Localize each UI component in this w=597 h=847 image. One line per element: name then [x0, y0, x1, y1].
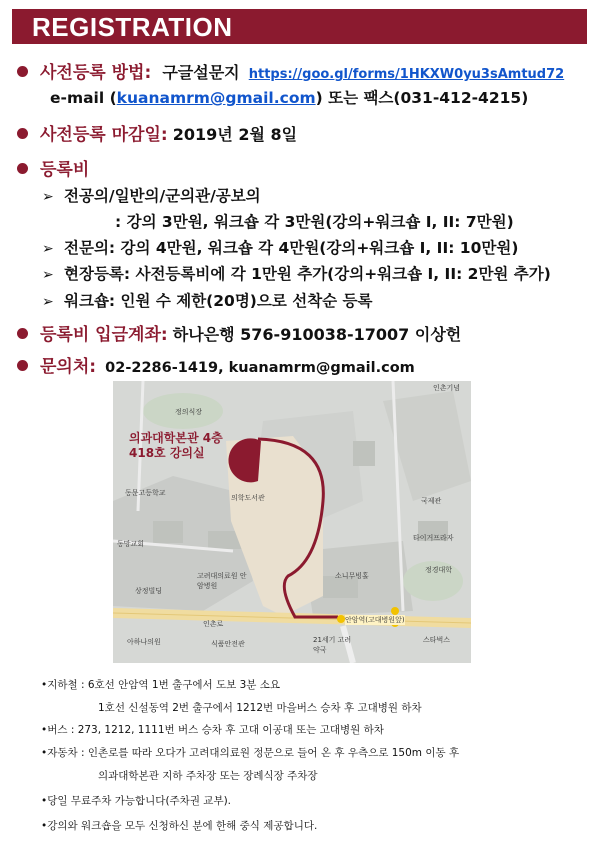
- subway-note: •지하철 : 6호선 안암역 1번 출구에서 도보 3분 소요: [41, 679, 281, 691]
- campus-map: [113, 381, 471, 663]
- map-label: 21세기 고려약국: [313, 636, 352, 654]
- bullet-icon: [17, 328, 28, 339]
- fee-item-text: 전문의: 강의 4만원, 워크숍 각 4만원(강의+워크숍 I, II: 10만원): [64, 239, 519, 257]
- lunch-note: •강의와 워크숍을 모두 신청하신 분에 한해 중식 제공합니다.: [41, 820, 318, 832]
- fee-item-text: 현장등록: 사전등록비에 각 1만원 추가(강의+워크숍 I, II: 2만원 추가): [64, 265, 551, 283]
- account-row: [17, 320, 461, 345]
- map-label: 아하나의원: [127, 638, 161, 646]
- bus-note: •버스 : 273, 1212, 1111번 버스 승차 후 고대 이공대 또는 고대병원 하차: [41, 724, 384, 736]
- map-label: 정의식장: [175, 408, 203, 416]
- fee-item: [42, 262, 551, 284]
- map-label: 타이거프라자: [413, 534, 454, 542]
- map-label: 소니무빙홀: [335, 572, 369, 580]
- bullet-icon: [17, 128, 28, 139]
- arrow-bullet-icon: ➢: [42, 241, 54, 257]
- fee-item-detail: [115, 210, 514, 232]
- google-form-link[interactable]: https://goo.gl/forms/1HKXW0yu3sAmtud72: [248, 67, 565, 82]
- email-fax-row: [50, 86, 528, 108]
- fee-item-text: : 강의 3만원, 워크숍 각 3만원(강의+워크숍 I, II: 7만원): [115, 213, 514, 231]
- contact-label: 문의처:: [40, 357, 97, 377]
- email-link[interactable]: kuanamrm@gmail.com: [116, 89, 316, 107]
- map-label: 스타벅스: [423, 636, 451, 644]
- map-label: 동문고등학교: [125, 489, 166, 497]
- contact-value: 02-2286-1419, kuanamrm@gmail.com: [105, 360, 415, 376]
- fee-item: [42, 289, 373, 311]
- venue-label: 의과대학본관 4층 418호 강의실: [129, 431, 223, 460]
- fee-label: 등록비: [40, 160, 90, 180]
- subway-note-2: 1호선 신설동역 2번 출구에서 1212번 마을버스 승차 후 고대병원 하차: [98, 702, 422, 714]
- arrow-bullet-icon: ➢: [42, 294, 54, 310]
- deadline-value: 2019년 2월 8일: [172, 125, 298, 144]
- map-label: 고려대의료원 안암병원: [197, 572, 247, 590]
- map-label: 동망교회: [117, 540, 145, 548]
- map-label: 정경대학: [425, 566, 453, 574]
- map-label: 상정빌딩: [135, 587, 163, 595]
- map-graphic: [113, 381, 471, 663]
- bullet-icon: [17, 163, 28, 174]
- pre-registration-method: 구글설문지: [162, 63, 240, 82]
- fee-row: [17, 155, 89, 180]
- arrow-bullet-icon: ➢: [42, 189, 54, 205]
- contact-row: [17, 352, 415, 377]
- fee-item: [42, 236, 518, 258]
- registration-header: [12, 9, 587, 44]
- account-label: 등록비 입금계좌:: [40, 325, 168, 345]
- deadline-row: [17, 120, 297, 145]
- bullet-icon: [17, 360, 28, 371]
- bullet-icon: [17, 66, 28, 77]
- fax-text: ) 또는 팩스(031-412-4215): [315, 89, 529, 107]
- car-note: •자동차 : 인촌로를 따라 오다가 고려대의료원 정문으로 들어 온 후 우측으로 150m 이동 후: [41, 747, 460, 759]
- pre-registration-label: 사전등록 방법:: [40, 63, 152, 83]
- map-label: 인촌로: [203, 620, 224, 628]
- pre-registration-row: [17, 58, 564, 83]
- arrow-bullet-icon: ➢: [42, 267, 54, 283]
- page-title: REGISTRATION: [32, 12, 233, 42]
- station-label: 안암역(고대병원앞): [345, 616, 405, 624]
- fee-item-text: 전공의/일반의/군의관/공보의: [64, 187, 261, 205]
- fee-item: [42, 184, 261, 206]
- account-value: 하나은행 576-910038-17007 이상헌: [172, 325, 462, 344]
- map-label: 인촌기념: [433, 384, 461, 392]
- map-label: 식품안전관: [211, 640, 245, 648]
- email-prefix: e-mail (: [50, 89, 117, 107]
- car-note-2: 의과대학본관 지하 주차장 또는 장례식장 주차장: [98, 770, 318, 782]
- parking-note: •당일 무료주차 가능합니다(주차권 교부).: [41, 795, 232, 807]
- map-label: 국제관: [421, 497, 442, 505]
- deadline-label: 사전등록 마감일:: [40, 125, 168, 145]
- fee-item-text: 워크숍: 인원 수 제한(20명)으로 선착순 등록: [64, 292, 373, 310]
- map-label: 의학도서관: [231, 494, 265, 502]
